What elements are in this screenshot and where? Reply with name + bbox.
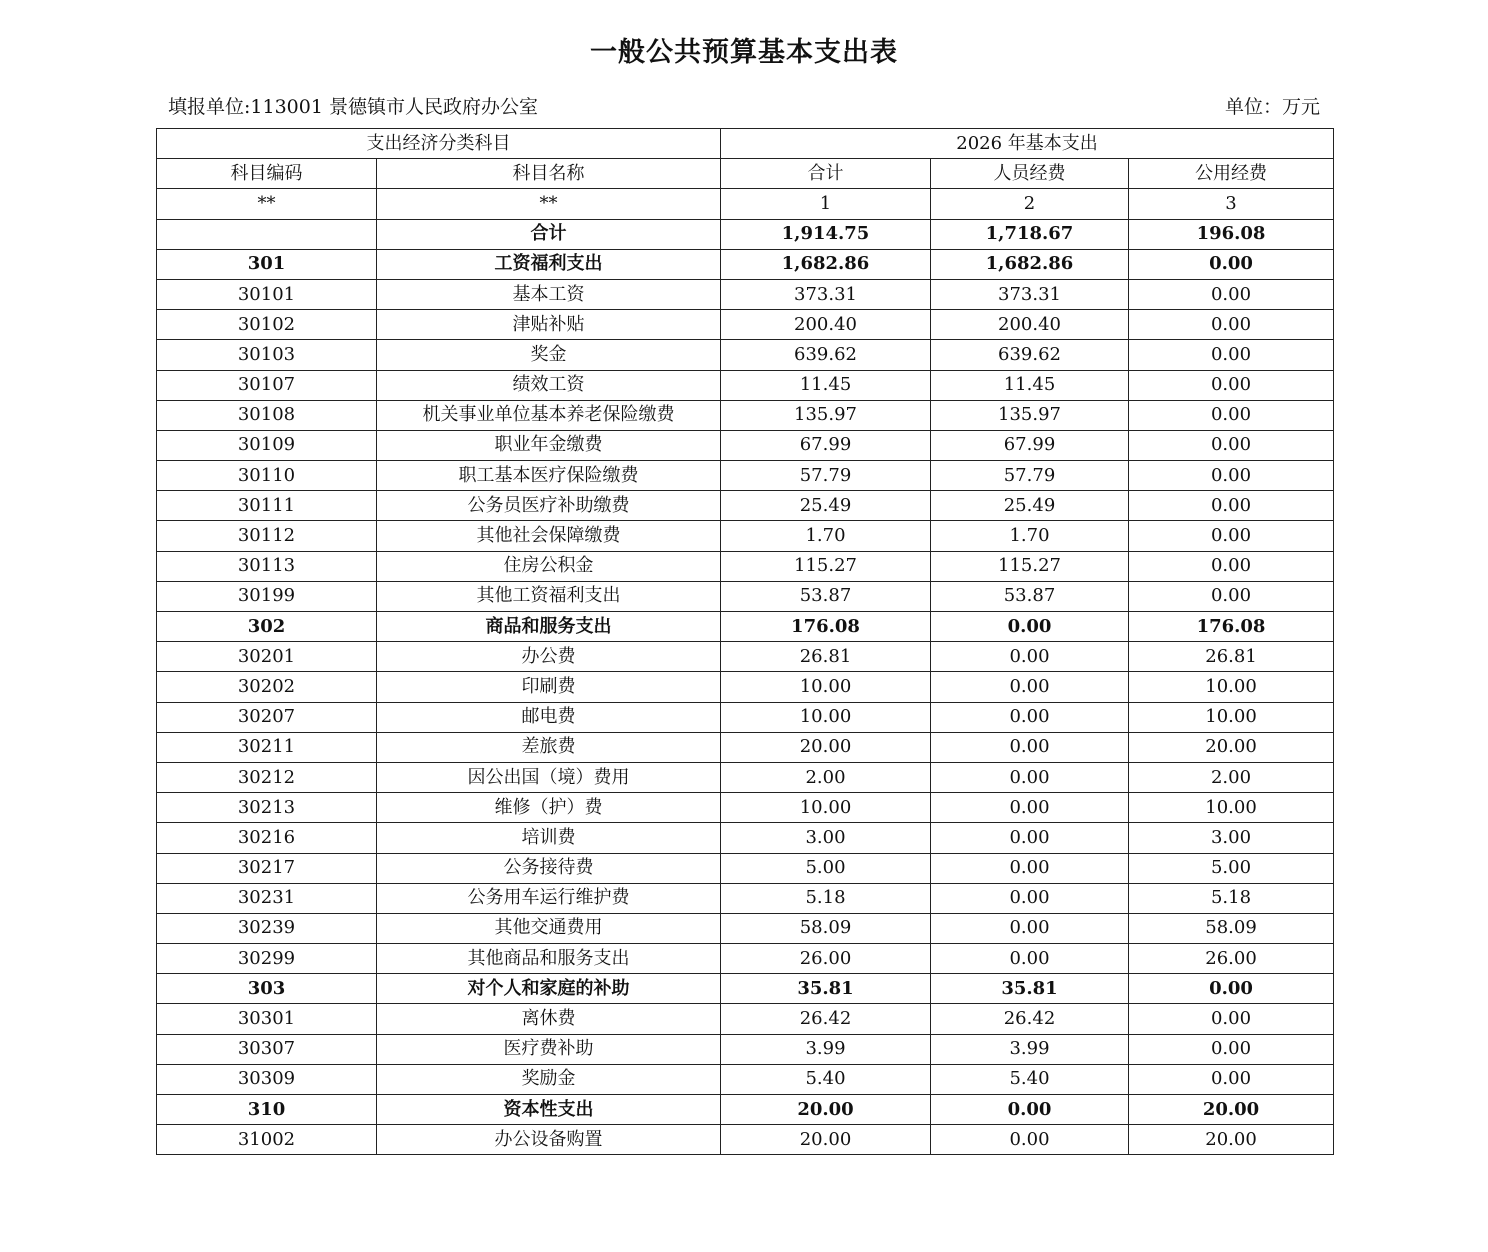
- table-row: [157, 1004, 1334, 1034]
- cell-public: 10.00: [1129, 672, 1334, 702]
- cell-name: 因公出国（境）费用: [377, 762, 721, 792]
- cell-code: 302: [157, 612, 377, 642]
- cell-personnel: 0.00: [931, 1095, 1129, 1125]
- cell-public: 0.00: [1129, 340, 1334, 370]
- index-public: 3: [1129, 189, 1334, 219]
- cell-name: 印刷费: [377, 672, 721, 702]
- table-row: [157, 1095, 1334, 1125]
- cell-name: 培训费: [377, 823, 721, 853]
- cell-personnel: 373.31: [931, 279, 1129, 309]
- cell-total: 20.00: [721, 1125, 931, 1155]
- cell-total: 5.18: [721, 883, 931, 913]
- cell-public: 0.00: [1129, 279, 1334, 309]
- table-row: [157, 430, 1334, 460]
- header-index-row: [157, 189, 1334, 219]
- cell-name: 商品和服务支出: [377, 612, 721, 642]
- cell-code: 301: [157, 249, 377, 279]
- cell-total: 10.00: [721, 672, 931, 702]
- cell-total: 2.00: [721, 762, 931, 792]
- reporting-unit: 填报单位:113001 景德镇市人民政府办公室: [168, 96, 538, 118]
- cell-name: 差旅费: [377, 732, 721, 762]
- cell-code: 30309: [157, 1064, 377, 1094]
- cell-personnel: 0.00: [931, 1125, 1129, 1155]
- cell-personnel: 11.45: [931, 370, 1129, 400]
- cell-personnel: 1.70: [931, 521, 1129, 551]
- cell-personnel: 26.42: [931, 1004, 1129, 1034]
- table-row: [157, 642, 1334, 672]
- table-row: [157, 461, 1334, 491]
- cell-public: 20.00: [1129, 732, 1334, 762]
- cell-name: 公务接待费: [377, 853, 721, 883]
- budget-table-body: [157, 129, 1334, 1155]
- cell-personnel: 1,682.86: [931, 249, 1129, 279]
- cell-code: 30217: [157, 853, 377, 883]
- cell-public: 0.00: [1129, 521, 1334, 551]
- cell-name: 基本工资: [377, 279, 721, 309]
- cell-code: 30110: [157, 461, 377, 491]
- cell-code: 30102: [157, 310, 377, 340]
- table-row: [157, 762, 1334, 792]
- table-row: [157, 581, 1334, 611]
- cell-total: 1,914.75: [721, 219, 931, 249]
- cell-total: 26.00: [721, 944, 931, 974]
- cell-total: 10.00: [721, 793, 931, 823]
- cell-total: 5.00: [721, 853, 931, 883]
- cell-name: 资本性支出: [377, 1095, 721, 1125]
- cell-code: 30199: [157, 581, 377, 611]
- table-row: [157, 279, 1334, 309]
- cell-personnel: 135.97: [931, 400, 1129, 430]
- index-personnel: 2: [931, 189, 1129, 219]
- cell-public: 10.00: [1129, 702, 1334, 732]
- header-personnel: 人员经费: [931, 159, 1129, 189]
- cell-code: 30299: [157, 944, 377, 974]
- cell-public: 26.00: [1129, 944, 1334, 974]
- table-row: [157, 612, 1334, 642]
- cell-personnel: 0.00: [931, 793, 1129, 823]
- cell-public: 196.08: [1129, 219, 1334, 249]
- cell-code: 30112: [157, 521, 377, 551]
- page-title: 一般公共预算基本支出表: [590, 37, 898, 68]
- cell-personnel: 0.00: [931, 762, 1129, 792]
- cell-total: 176.08: [721, 612, 931, 642]
- table-row: [157, 974, 1334, 1004]
- cell-public: 58.09: [1129, 913, 1334, 943]
- header-public: 公用经费: [1129, 159, 1334, 189]
- cell-code: 30202: [157, 672, 377, 702]
- cell-public: 0.00: [1129, 491, 1334, 521]
- cell-personnel: 0.00: [931, 944, 1129, 974]
- cell-code: 31002: [157, 1125, 377, 1155]
- cell-personnel: 0.00: [931, 672, 1129, 702]
- header-total: 合计: [721, 159, 931, 189]
- table-row: [157, 521, 1334, 551]
- cell-total: 11.45: [721, 370, 931, 400]
- index-total: 1: [721, 189, 931, 219]
- cell-name: 奖金: [377, 340, 721, 370]
- currency-unit: 单位：万元: [1224, 96, 1320, 118]
- cell-name: 机关事业单位基本养老保险缴费: [377, 400, 721, 430]
- cell-total: 1,682.86: [721, 249, 931, 279]
- cell-name: 其他工资福利支出: [377, 581, 721, 611]
- cell-code: 30103: [157, 340, 377, 370]
- cell-personnel: 0.00: [931, 702, 1129, 732]
- cell-name: 对个人和家庭的补助: [377, 974, 721, 1004]
- table-row: [157, 853, 1334, 883]
- cell-name: 职业年金缴费: [377, 430, 721, 460]
- cell-total: 3.99: [721, 1034, 931, 1064]
- index-code: **: [157, 189, 377, 219]
- cell-public: 0.00: [1129, 310, 1334, 340]
- cell-total: 53.87: [721, 581, 931, 611]
- table-row: [157, 551, 1334, 581]
- cell-code: 30111: [157, 491, 377, 521]
- table-row: [157, 219, 1334, 249]
- table-row: [157, 1064, 1334, 1094]
- header-group-right: 2026 年基本支出: [721, 129, 1334, 159]
- cell-personnel: 0.00: [931, 642, 1129, 672]
- cell-public: 10.00: [1129, 793, 1334, 823]
- cell-code: 30301: [157, 1004, 377, 1034]
- cell-total: 5.40: [721, 1064, 931, 1094]
- cell-code: 30113: [157, 551, 377, 581]
- cell-name: 公务用车运行维护费: [377, 883, 721, 913]
- cell-code: 303: [157, 974, 377, 1004]
- cell-total: 115.27: [721, 551, 931, 581]
- cell-public: 0.00: [1129, 400, 1334, 430]
- index-name: **: [377, 189, 721, 219]
- cell-public: 26.81: [1129, 642, 1334, 672]
- cell-total: 57.79: [721, 461, 931, 491]
- cell-public: 0.00: [1129, 1034, 1334, 1064]
- cell-personnel: 0.00: [931, 732, 1129, 762]
- cell-name: 其他交通费用: [377, 913, 721, 943]
- cell-name: 职工基本医疗保险缴费: [377, 461, 721, 491]
- cell-total: 20.00: [721, 1095, 931, 1125]
- cell-personnel: 3.99: [931, 1034, 1129, 1064]
- cell-code: 30107: [157, 370, 377, 400]
- cell-public: 2.00: [1129, 762, 1334, 792]
- cell-code: 30201: [157, 642, 377, 672]
- cell-name: 住房公积金: [377, 551, 721, 581]
- cell-name: 其他社会保障缴费: [377, 521, 721, 551]
- cell-total: 35.81: [721, 974, 931, 1004]
- cell-public: 0.00: [1129, 974, 1334, 1004]
- cell-name: 邮电费: [377, 702, 721, 732]
- cell-personnel: 53.87: [931, 581, 1129, 611]
- cell-personnel: 1,718.67: [931, 219, 1129, 249]
- table-row: [157, 340, 1334, 370]
- cell-code: 30211: [157, 732, 377, 762]
- cell-code: 30101: [157, 279, 377, 309]
- table-row: [157, 249, 1334, 279]
- cell-name: 合计: [377, 219, 721, 249]
- cell-public: 20.00: [1129, 1125, 1334, 1155]
- cell-total: 1.70: [721, 521, 931, 551]
- cell-personnel: 0.00: [931, 823, 1129, 853]
- cell-personnel: 0.00: [931, 883, 1129, 913]
- cell-personnel: 0.00: [931, 913, 1129, 943]
- cell-total: 67.99: [721, 430, 931, 460]
- cell-name: 办公设备购置: [377, 1125, 721, 1155]
- cell-personnel: 57.79: [931, 461, 1129, 491]
- cell-total: 58.09: [721, 913, 931, 943]
- cell-public: 5.00: [1129, 853, 1334, 883]
- cell-code: [157, 219, 377, 249]
- cell-name: 其他商品和服务支出: [377, 944, 721, 974]
- cell-code: 310: [157, 1095, 377, 1125]
- cell-name: 维修（护）费: [377, 793, 721, 823]
- table-row: [157, 491, 1334, 521]
- cell-public: 0.00: [1129, 249, 1334, 279]
- cell-public: 0.00: [1129, 461, 1334, 491]
- table-row: [157, 672, 1334, 702]
- header-column-row: [157, 159, 1334, 189]
- table-row: [157, 913, 1334, 943]
- cell-total: 373.31: [721, 279, 931, 309]
- cell-code: 30239: [157, 913, 377, 943]
- cell-name: 离休费: [377, 1004, 721, 1034]
- budget-table: [156, 128, 1334, 1155]
- cell-public: 3.00: [1129, 823, 1334, 853]
- table-row: [157, 732, 1334, 762]
- cell-public: 20.00: [1129, 1095, 1334, 1125]
- cell-public: 0.00: [1129, 1004, 1334, 1034]
- cell-personnel: 67.99: [931, 430, 1129, 460]
- cell-code: 30207: [157, 702, 377, 732]
- table-row: [157, 310, 1334, 340]
- cell-total: 20.00: [721, 732, 931, 762]
- cell-public: 0.00: [1129, 430, 1334, 460]
- table-row: [157, 793, 1334, 823]
- cell-code: 30108: [157, 400, 377, 430]
- cell-personnel: 115.27: [931, 551, 1129, 581]
- table-row: [157, 1034, 1334, 1064]
- cell-personnel: 0.00: [931, 612, 1129, 642]
- cell-personnel: 639.62: [931, 340, 1129, 370]
- cell-total: 135.97: [721, 400, 931, 430]
- cell-name: 办公费: [377, 642, 721, 672]
- cell-code: 30212: [157, 762, 377, 792]
- cell-total: 3.00: [721, 823, 931, 853]
- cell-name: 工资福利支出: [377, 249, 721, 279]
- cell-public: 5.18: [1129, 883, 1334, 913]
- table-row: [157, 400, 1334, 430]
- cell-personnel: 35.81: [931, 974, 1129, 1004]
- cell-name: 绩效工资: [377, 370, 721, 400]
- header-code: 科目编码: [157, 159, 377, 189]
- table-row: [157, 823, 1334, 853]
- cell-personnel: 200.40: [931, 310, 1129, 340]
- cell-code: 30213: [157, 793, 377, 823]
- header-group-left: 支出经济分类科目: [157, 129, 721, 159]
- cell-name: 奖励金: [377, 1064, 721, 1094]
- cell-name: 津贴补贴: [377, 310, 721, 340]
- cell-total: 26.81: [721, 642, 931, 672]
- table-row: [157, 1125, 1334, 1155]
- table-row: [157, 702, 1334, 732]
- cell-public: 0.00: [1129, 370, 1334, 400]
- header-group-row: [157, 129, 1334, 159]
- cell-code: 30307: [157, 1034, 377, 1064]
- cell-total: 25.49: [721, 491, 931, 521]
- cell-public: 176.08: [1129, 612, 1334, 642]
- cell-public: 0.00: [1129, 551, 1334, 581]
- cell-name: 医疗费补助: [377, 1034, 721, 1064]
- cell-personnel: 0.00: [931, 853, 1129, 883]
- cell-total: 10.00: [721, 702, 931, 732]
- table-row: [157, 883, 1334, 913]
- cell-name: 公务员医疗补助缴费: [377, 491, 721, 521]
- cell-total: 26.42: [721, 1004, 931, 1034]
- cell-personnel: 25.49: [931, 491, 1129, 521]
- cell-code: 30109: [157, 430, 377, 460]
- cell-code: 30216: [157, 823, 377, 853]
- cell-total: 200.40: [721, 310, 931, 340]
- header-name: 科目名称: [377, 159, 721, 189]
- cell-total: 639.62: [721, 340, 931, 370]
- table-row: [157, 370, 1334, 400]
- cell-public: 0.00: [1129, 1064, 1334, 1094]
- cell-code: 30231: [157, 883, 377, 913]
- cell-personnel: 5.40: [931, 1064, 1129, 1094]
- cell-public: 0.00: [1129, 581, 1334, 611]
- table-row: [157, 944, 1334, 974]
